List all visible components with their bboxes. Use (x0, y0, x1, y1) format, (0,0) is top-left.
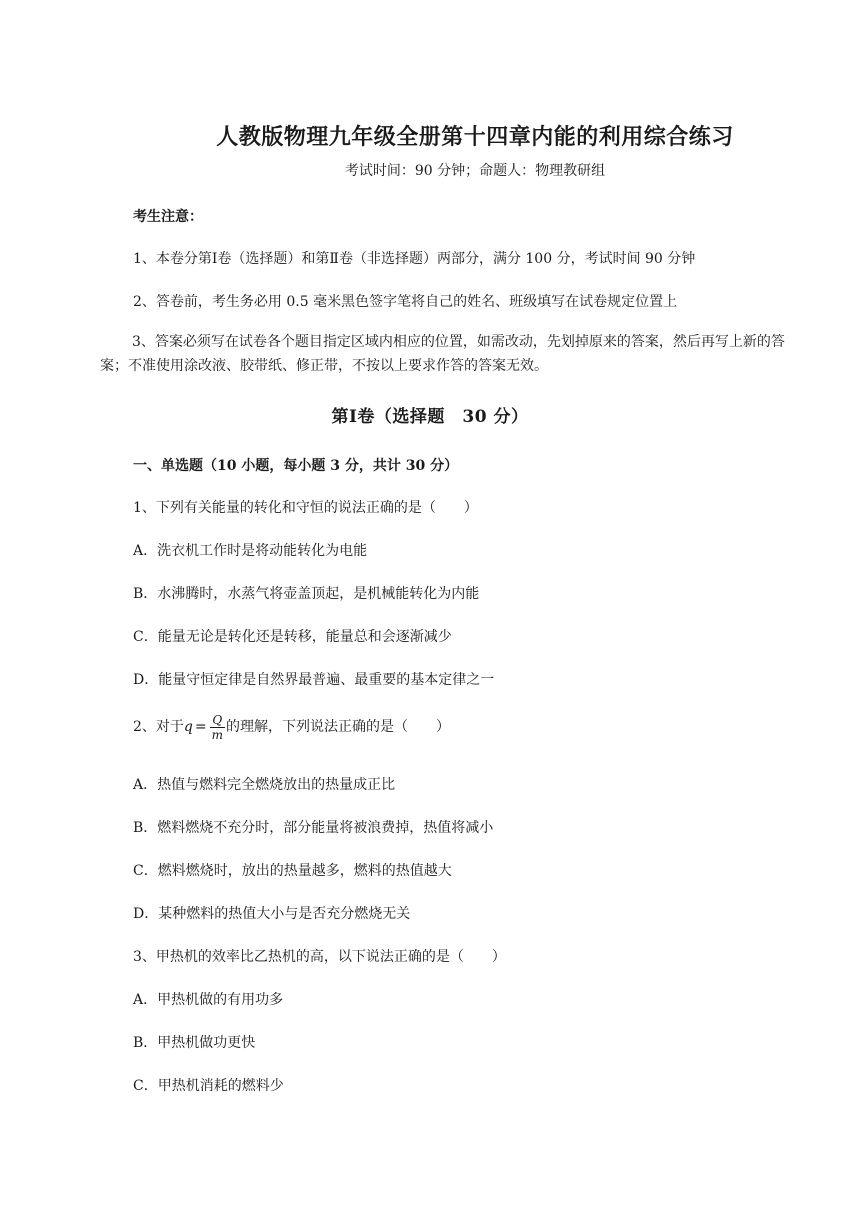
question-2-stem-suffix: 的理解，下列说法正确的是（ ） (226, 719, 451, 735)
question-2-option-b: B．燃料燃烧不充分时，部分能量将被浪费掉，热值将减小 (133, 820, 494, 836)
question-1-option-a: A．洗衣机工作时是将动能转化为电能 (133, 543, 368, 559)
question-3-option-a: A．甲热机做的有用功多 (133, 992, 284, 1008)
formula-denominator: m (211, 727, 224, 742)
question-2-stem (133, 712, 450, 742)
formula-fraction (210, 713, 225, 742)
notice-heading: 考生注意： (133, 209, 203, 225)
question-3-option-c: C．甲热机消耗的燃料少 (133, 1078, 284, 1094)
section-title: 第Ⅰ卷（选择题 30 分） (331, 407, 529, 427)
question-1-stem: 1、下列有关能量的转化和守恒的说法正确的是（ ） (133, 500, 478, 516)
notice-item-2: 2、答卷前，考生务必用 0.5 毫米黑色签字笔将自己的姓名、班级填写在试卷规定位置上 (133, 294, 678, 310)
question-2-option-c: C．燃料燃烧时，放出的热量越多，燃料的热值越大 (133, 863, 452, 879)
question-1-option-c: C．能量无论是转化还是转移，能量总和会逐渐减少 (133, 629, 452, 645)
question-1-option-d: D．能量守恒定律是自然界最普遍、最重要的基本定律之一 (133, 672, 495, 688)
formula-lhs: q (183, 719, 193, 735)
question-3-stem: 3、甲热机的效率比乙热机的高，以下说法正确的是（ ） (133, 949, 506, 965)
question-2-option-d: D．某种燃料的热值大小与是否充分燃烧无关 (133, 906, 411, 922)
notice-item-3: 3、答案必须写在试卷各个题目指定区域内相应的位置，如需改动，先划掉原来的答案，然后再写上新的答案；不准使用涂改液、胶带纸、修正带，不按以上要求作答的答案无效。 (100, 334, 785, 374)
page-title: 人教版物理九年级全册第十四章内能的利用综合练习 (216, 124, 734, 150)
question-2-stem-prefix: 2、对于 (133, 719, 184, 735)
formula-numerator: Q (210, 713, 225, 728)
question-3-option-b: B．甲热机做功更快 (133, 1035, 256, 1051)
part-heading: 一、单选题（10 小题，每小题 3 分，共计 30 分） (133, 458, 459, 474)
question-2-option-a: A．热值与燃料完全燃烧放出的热量成正比 (133, 777, 396, 793)
notice-item-1: 1、本卷分第Ⅰ卷（选择题）和第Ⅱ卷（非选择题）两部分，满分 100 分，考试时间 90 分钟 (133, 251, 696, 267)
exam-subtitle: 考试时间：90 分钟；命题人：物理教研组 (344, 163, 606, 179)
formula-equals: = (194, 719, 207, 735)
question-1-option-b: B．水沸腾时，水蒸气将壶盖顶起，是机械能转化为内能 (133, 586, 480, 602)
